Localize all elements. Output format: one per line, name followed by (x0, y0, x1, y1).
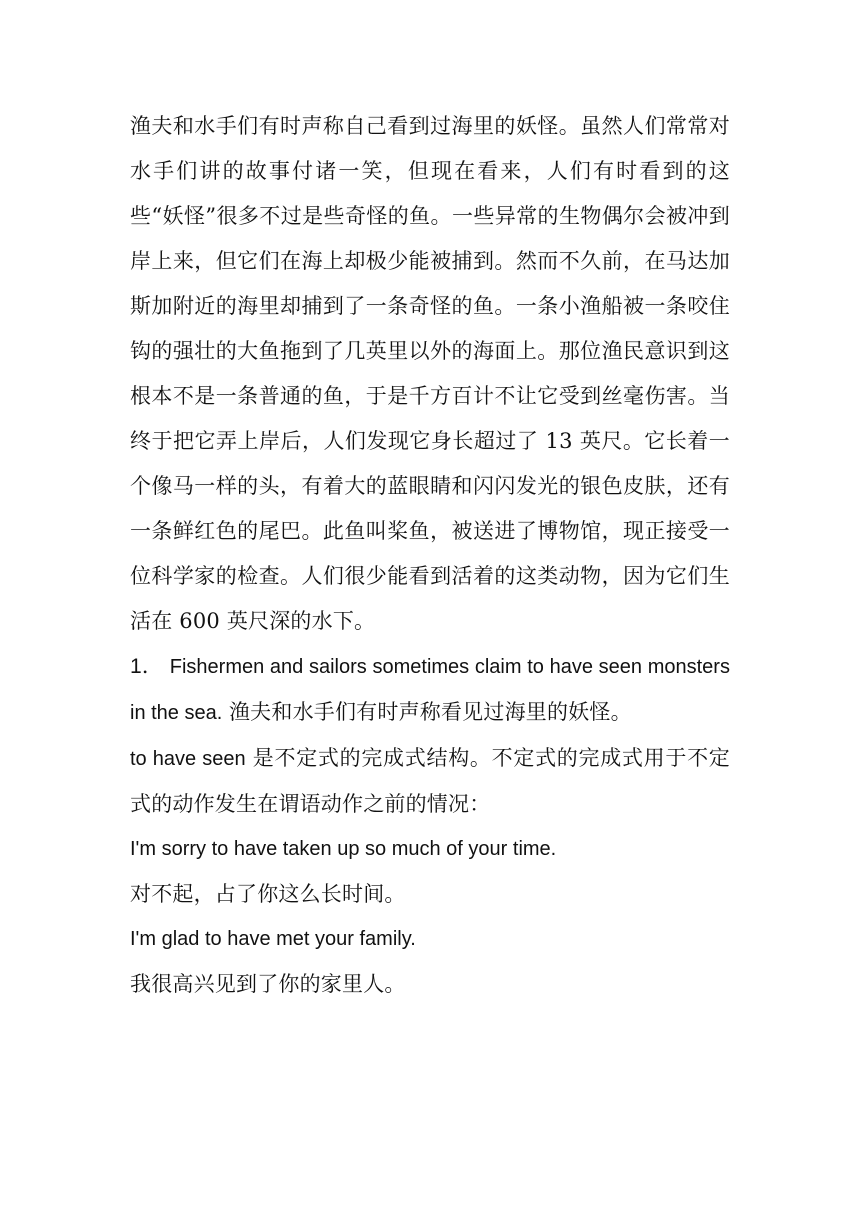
example-2-english: I'm glad to have met your family. (130, 928, 416, 950)
note-1-chinese-translation: 渔夫和水手们有时声称看见过海里的妖怪。 (228, 700, 632, 724)
example-1-chinese: 对不起，占了你这么长时间。 (130, 882, 406, 906)
example-2-chinese: 我很高兴见到了你的家里人。 (130, 972, 406, 996)
explanation-text: 是不定式的完成式结构。不定式的完成式用于不定式的动作发生在谓语动作之前的情况： (130, 746, 730, 816)
document-page (130, 104, 730, 1007)
explanation-term: to have seen (130, 748, 246, 770)
passage-paragraph: 渔夫和水手们有时声称自己看到过海里的妖怪。虽然人们常常对水手们讲的故事付诸一笑，但现在看来，人们有时看到的这些“妖怪”很多不过是些奇怪的鱼。一些异常的生物偶尔会被冲到岸上来，但它们在海上却极少能被捕到。然而不久前，在马达加斯加附近的海里却捕到了一条奇怪的鱼。一条小渔船被一条咬住钩的强壮的大鱼拖到了几英里以外的海面上。那位渔民意识到这根本不是一条普通的鱼，于是千方百计不让它受到丝毫伤害。当终于把它弄上岸后，人们发现它身长超过了 13 英尺。它长着一个像马一样的头，有着大的蓝眼睛和闪闪发光的银色皮肤，还有一条鲜红色的尾巴。此鱼叫桨鱼，被送进了博物馆，现正接受一位科学家的检查。人们很少能看到活着的这类动物，因为它们生活在 600 英尺深的水下。 (130, 114, 730, 633)
example-1-english: I'm sorry to have taken up so much of your time. (130, 838, 557, 860)
note-1 (130, 644, 730, 736)
note-1-number: 1． (130, 655, 163, 678)
note-1-english-sentence: Fishermen and sailors sometimes claim to have seen monsters in the sea. (130, 656, 730, 724)
explanation-paragraph (130, 736, 730, 827)
